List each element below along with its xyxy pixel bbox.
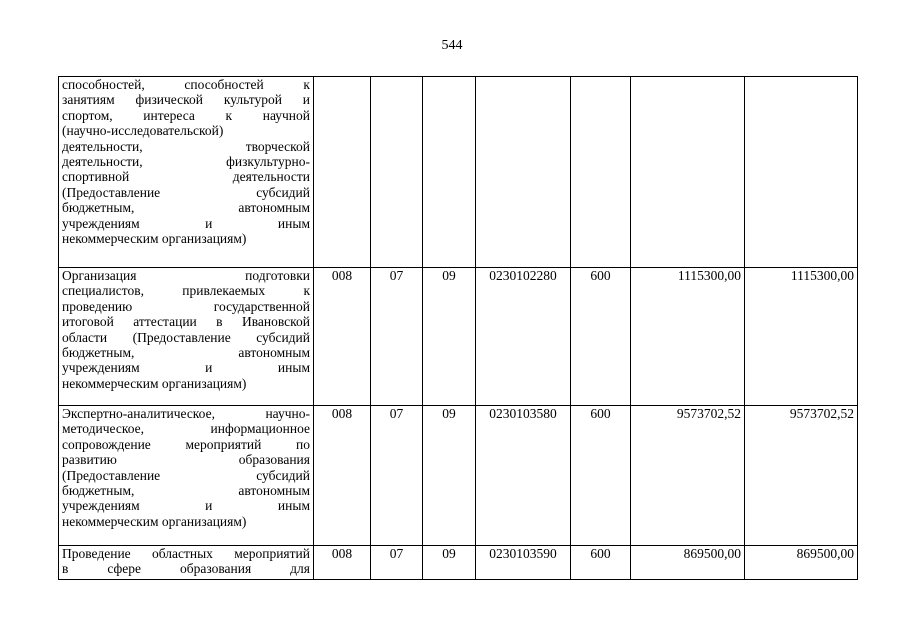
target-article-code: 0230103580	[476, 406, 571, 546]
expense-type-code	[571, 77, 631, 268]
amount-first	[631, 77, 745, 268]
expense-type-code: 600	[571, 546, 631, 580]
amount-first: 1115300,00	[631, 268, 745, 406]
target-article-code: 0230102280	[476, 268, 571, 406]
amount-second: 1115300,00	[745, 268, 858, 406]
ministry-code: 008	[314, 406, 371, 546]
amount-second: 9573702,52	[745, 406, 858, 546]
ministry-code: 008	[314, 546, 371, 580]
expense-description: Проведение областных мероприятий в сфере образования для	[59, 546, 314, 580]
expense-description: Экспертно-аналитическое, научно- методическое, информационное сопровождение мероприятий по развитию образования (Предоставление субсидий бюджетным, автономным учреждениям и иным некоммерческим организациям)	[59, 406, 314, 546]
table-row	[59, 406, 858, 546]
subsection-code: 09	[423, 268, 476, 406]
expense-type-code: 600	[571, 406, 631, 546]
expense-description: Организация подготовки специалистов, привлекаемых к проведению государственной итоговой аттестации в Ивановской области (Предоставление субсидий бюджетным, автономным учреждениям и иным некоммерческим организациям)	[59, 268, 314, 406]
amount-first: 869500,00	[631, 546, 745, 580]
budget-table	[58, 76, 858, 580]
page-number: 544	[441, 38, 463, 53]
amount-second: 869500,00	[745, 546, 858, 580]
subsection-code: 09	[423, 406, 476, 546]
section-code: 07	[371, 268, 423, 406]
target-article-code: 0230103590	[476, 546, 571, 580]
ministry-code	[314, 77, 371, 268]
expense-description: способностей, способностей к занятиям физической культурой и спортом, интереса к научной (научно-исследовательской) деятельности, творческой деятельности, физкультурно- спортивной деятельности (Предоставление субсидий бюджетным, автономным учреждениям и иным некоммерческим организациям)	[59, 77, 314, 268]
section-code	[371, 77, 423, 268]
subsection-code: 09	[423, 546, 476, 580]
section-code: 07	[371, 406, 423, 546]
subsection-code	[423, 77, 476, 268]
amount-first: 9573702,52	[631, 406, 745, 546]
table-row	[59, 268, 858, 406]
ministry-code: 008	[314, 268, 371, 406]
target-article-code	[476, 77, 571, 268]
table-row	[59, 77, 858, 268]
section-code: 07	[371, 546, 423, 580]
table-row	[59, 546, 858, 580]
amount-second	[745, 77, 858, 268]
expense-type-code: 600	[571, 268, 631, 406]
